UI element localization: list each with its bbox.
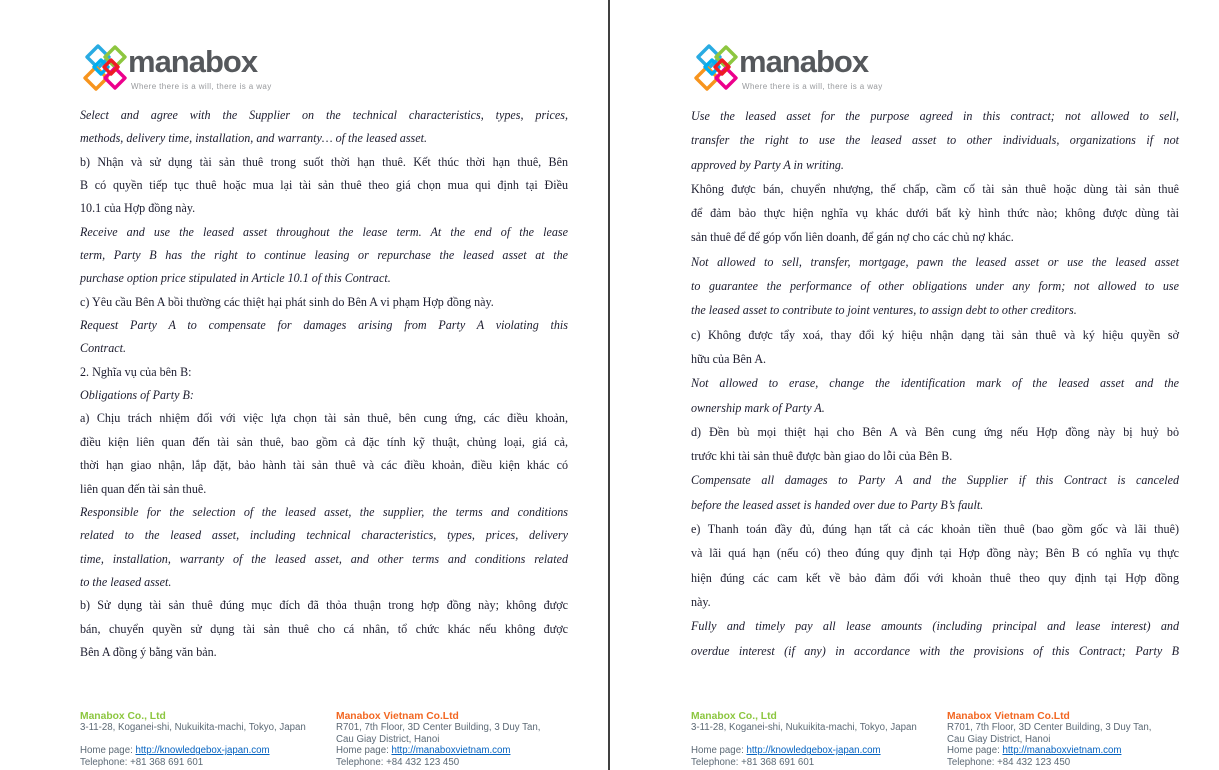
text-line: b) Nhận và sử dụng tài sản thuê trong suốt thời hạn thuê. Kết thúc thời hạn thuê, Bên <box>80 154 568 169</box>
logo-wordmark: manabox <box>128 44 258 79</box>
text-line: methods, delivery time, installation, and warranty… of the leased asset. <box>80 131 427 146</box>
text-line: overdue interest (if any) in accordance with the provisions of this Contract; Party B <box>691 643 1179 658</box>
text-line: thời hạn giao nhận, lắp đặt, bảo hành tài sản thuê và các điều khoản, điều kiện khác có <box>80 458 568 473</box>
manabox-logo-icon <box>82 42 130 92</box>
text-line: Not allowed to sell, transfer, mortgage, pawn the leased asset or use the leased asset <box>691 254 1179 269</box>
homepage-link-japan[interactable]: http://knowledgebox-japan.com <box>135 745 270 757</box>
footer-homepage-vietnam <box>947 745 1197 756</box>
text-line: Select and agree with the Supplier on the technical characteristics, types, prices, <box>80 108 568 122</box>
text-line: 2. Nghĩa vụ của bên B: <box>80 364 192 379</box>
homepage-label: Home page: <box>80 745 136 757</box>
footer-address2-vietnam: Cau Giay District, Hanoi <box>336 733 440 745</box>
footer-company-vietnam: Manabox Vietnam Co.Ltd <box>336 711 459 722</box>
footer-telephone-japan: Telephone: +81 368 691 601 <box>80 756 204 768</box>
footer-telephone-vietnam: Telephone: +84 432 123 450 <box>947 756 1071 768</box>
text-line: to the leased asset. <box>80 574 172 589</box>
text-line: Fully and timely pay all lease amounts (including principal and lease interest) and <box>691 619 1179 634</box>
manabox-logo <box>82 42 382 98</box>
footer-japan-office <box>691 711 941 768</box>
footer-vietnam-office <box>947 711 1197 768</box>
text-line: và lãi quá hạn (nếu có) theo đúng quy định tại Hợp đồng này; Bên B có nghĩa vụ thực <box>691 546 1179 561</box>
homepage-label: Home page: <box>336 745 392 757</box>
logo-tagline: Where there is a will, there is a way <box>131 82 272 91</box>
footer-address-japan: 3-11-28, Koganei-shi, Nukuikita-machi, Tokyo, Japan <box>80 722 306 734</box>
text-line: ownership mark of Party A. <box>691 400 825 415</box>
text-line: sản thuê để để góp vốn liên doanh, để gán nợ cho các chủ nợ khác. <box>691 230 1014 245</box>
text-line: Use the leased asset for the purpose agreed in this contract; not allowed to sell, <box>691 109 1179 123</box>
text-line: to guarantee the performance of other obligations under any form; not allowed to use <box>691 279 1179 294</box>
footer-address2-japan <box>80 734 330 745</box>
text-line: Obligations of Party B: <box>80 388 194 403</box>
footer-company-japan: Manabox Co., Ltd <box>691 711 777 722</box>
homepage-label: Home page: <box>947 745 1003 757</box>
footer-vietnam-office <box>336 711 586 768</box>
footer-address-vietnam: R701, 7th Floor, 3D Center Building, 3 Duy Tan, <box>336 722 541 734</box>
text-line: Contract. <box>80 341 127 356</box>
manabox-logo-icon <box>693 42 741 92</box>
homepage-link-vietnam[interactable]: http://manaboxvietnam.com <box>1002 745 1122 757</box>
homepage-link-japan[interactable]: http://knowledgebox-japan.com <box>746 745 881 757</box>
text-line: B có quyền tiếp tục thuê hoặc mua lại tài sản thuê theo giá chọn mua qui định tại Điều <box>80 178 568 193</box>
text-line: a) Chịu trách nhiệm đối với việc lựa chọn tài sản thuê, bên cung ứng, các điều khoản, <box>80 411 568 426</box>
page-left <box>0 0 608 770</box>
text-line: hiện đúng các cam kết về bảo đảm đối với khoản thuê theo quy định tại Hợp đồng <box>691 570 1179 585</box>
text-line: trước khi tài sản thuê được bàn giao do lỗi của Bên B. <box>691 449 953 464</box>
footer-homepage-vietnam <box>336 745 586 756</box>
manabox-logo <box>693 42 993 98</box>
text-line: before the leased asset is handed over due to Party B’s fault. <box>691 497 984 512</box>
text-line: để đảm bảo thực hiện nghĩa vụ khác dưới bất kỳ hình thức nào; không được dùng tài <box>691 206 1179 221</box>
footer-address2-japan <box>691 734 941 745</box>
contract-text-column <box>80 104 568 664</box>
text-line: Responsible for the selection of the leased asset, the supplier, the terms and conditions <box>80 504 568 519</box>
contract-text-column <box>691 104 1179 663</box>
logo-tagline: Where there is a will, there is a way <box>742 82 883 91</box>
homepage-label: Home page: <box>691 745 747 757</box>
footer-japan-office <box>80 711 330 768</box>
text-line: term, Party B has the right to continue leasing or repurchase the leased asset at the <box>80 248 568 263</box>
text-line: hữu của Bên A. <box>691 351 767 366</box>
logo-wordmark: manabox <box>739 44 869 79</box>
text-line: bán, chuyển quyền sử dụng tài sản thuê cho cá nhân, tổ chức khác nếu không được <box>80 621 568 636</box>
text-line: điều kiện liên quan đến tài sản thuê, bao gồm cả đặc tính kỹ thuật, chủng loại, giá cả, <box>80 434 568 449</box>
text-line: Không được bán, chuyển nhượng, thế chấp, cầm cố tài sản thuê hoặc dùng tài sản thuê <box>691 181 1179 196</box>
footer-address2-vietnam: Cau Giay District, Hanoi <box>947 733 1051 745</box>
text-line: liên quan đến tài sản thuê. <box>80 481 207 496</box>
text-line: b) Sử dụng tài sản thuê đúng mục đích đã thỏa thuận trong hợp đồng này; không được <box>80 598 568 613</box>
text-line: approved by Party A in writing. <box>691 157 844 172</box>
text-line: related to the leased asset, including technical characteristics, types, prices, delivery <box>80 528 568 543</box>
page-right <box>611 0 1219 770</box>
footer-address-japan: 3-11-28, Koganei-shi, Nukuikita-machi, Tokyo, Japan <box>691 722 917 734</box>
text-line: purchase option price stipulated in Article 10.1 of this Contract. <box>80 271 391 286</box>
footer-company-vietnam: Manabox Vietnam Co.Ltd <box>947 711 1070 722</box>
footer-company-japan: Manabox Co., Ltd <box>80 711 166 722</box>
text-line: c) Yêu cầu Bên A bồi thường các thiệt hại phát sinh do Bên A vi phạm Hợp đồng này. <box>80 294 494 309</box>
page-divider <box>608 0 610 770</box>
footer-telephone-japan: Telephone: +81 368 691 601 <box>691 756 815 768</box>
text-line: này. <box>691 594 711 609</box>
footer-homepage-japan <box>691 745 941 756</box>
text-line: transfer the right to use the leased asset to other individuals, organizations if not <box>691 133 1179 148</box>
homepage-link-vietnam[interactable]: http://manaboxvietnam.com <box>391 745 511 757</box>
text-line: e) Thanh toán đầy đủ, đúng hạn tất cả các khoản tiền thuê (bao gồm gốc và lãi thuê) <box>691 522 1179 537</box>
text-line: the leased asset to contribute to joint ventures, to assign debt to other creditors. <box>691 303 1077 318</box>
footer-homepage-japan <box>80 745 330 756</box>
text-line: 10.1 của Hợp đồng này. <box>80 201 196 216</box>
footer-address-vietnam: R701, 7th Floor, 3D Center Building, 3 Duy Tan, <box>947 722 1152 734</box>
text-line: d) Đền bù mọi thiệt hại cho Bên A và Bên cung ứng nếu Hợp đồng này bị huỷ bỏ <box>691 424 1179 439</box>
text-line: Not allowed to erase, change the identification mark of the leased asset and the <box>691 376 1179 391</box>
text-line: time, installation, warranty of the leased asset, and other terms and conditions related <box>80 551 568 566</box>
footer-telephone-vietnam: Telephone: +84 432 123 450 <box>336 756 460 768</box>
text-line: c) Không được tẩy xoá, thay đổi ký hiệu nhận dạng tài sản thuê và ký hiệu quyền sở <box>691 327 1179 342</box>
text-line: Receive and use the leased asset throughout the lease term. At the end of the lease <box>80 224 568 239</box>
text-line: Request Party A to compensate for damages arising from Party A violating this <box>80 318 568 333</box>
text-line: Bên A đồng ý bằng văn bản. <box>80 644 217 659</box>
text-line: Compensate all damages to Party A and the Supplier if this Contract is canceled <box>691 473 1179 488</box>
